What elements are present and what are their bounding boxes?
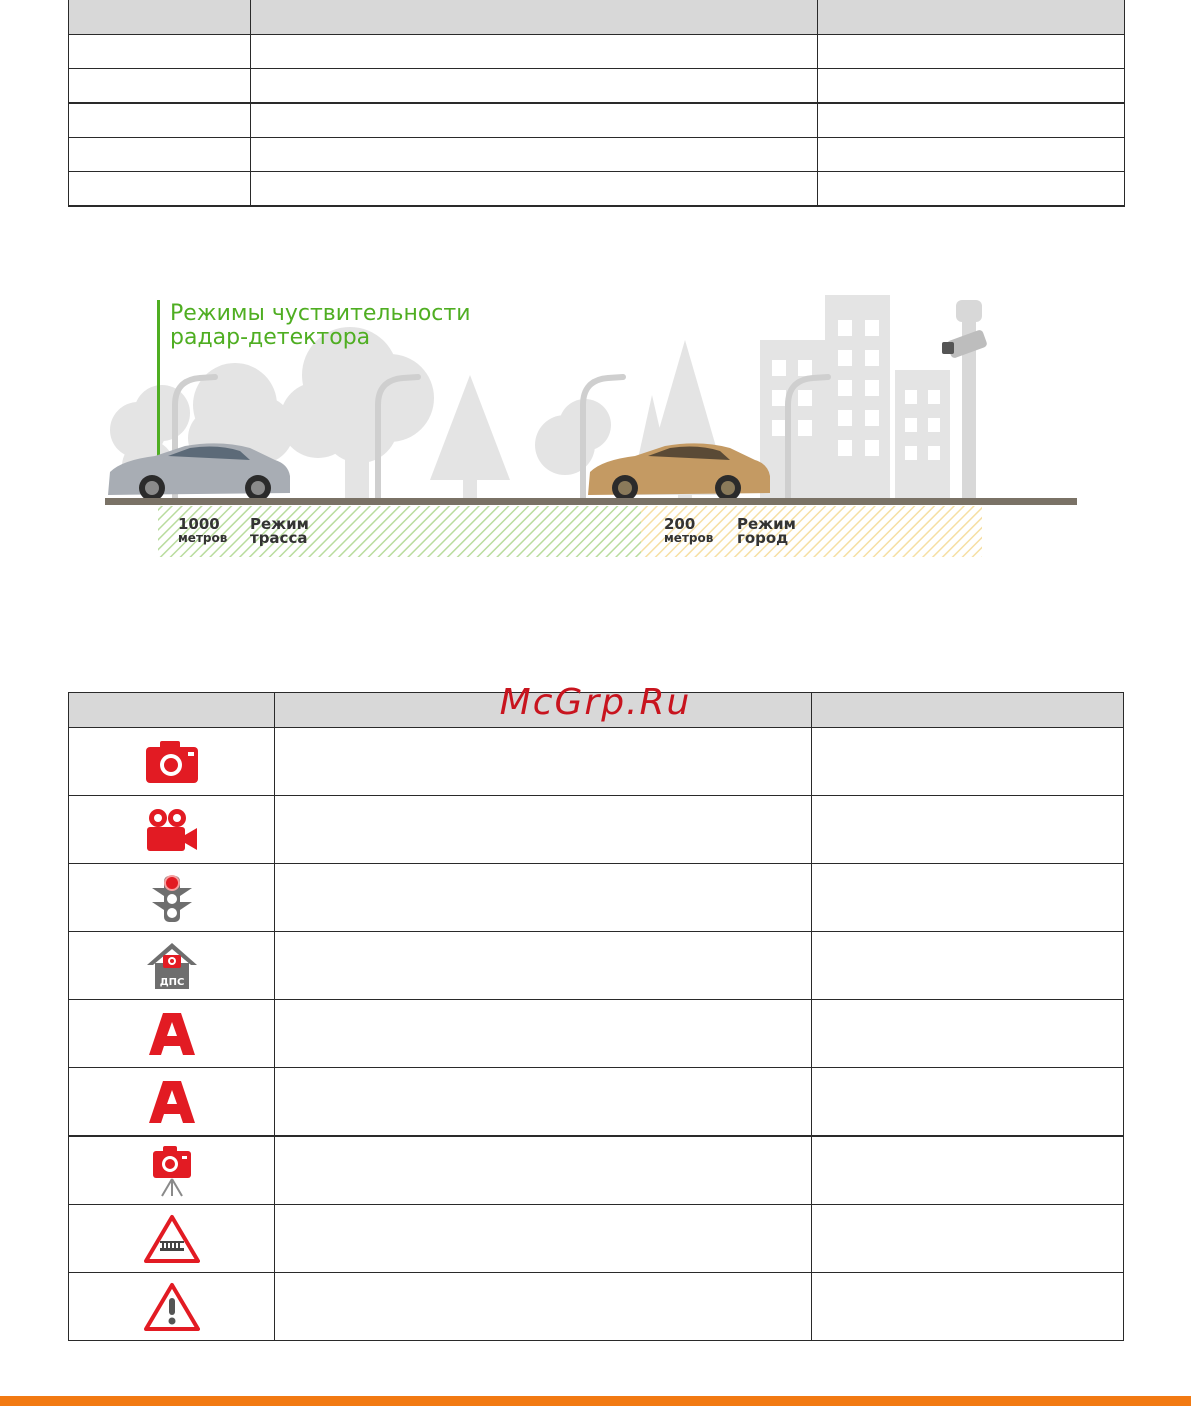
highway-unit: метров — [178, 531, 228, 545]
table-row — [69, 1136, 1124, 1205]
road — [105, 498, 1077, 505]
police-post-label: ДПС — [159, 976, 184, 988]
gold-car — [588, 443, 770, 501]
table-row — [69, 796, 1124, 864]
icon-cell — [69, 1273, 275, 1341]
table-row — [69, 932, 1124, 1000]
tripod-camera-icon — [150, 1144, 194, 1198]
highway-distance: 1000 — [178, 515, 220, 533]
highway-zone — [158, 506, 641, 557]
red-letter-a-icon — [148, 1080, 196, 1124]
table-row — [69, 35, 1125, 69]
table-row — [69, 69, 1125, 104]
table-row — [69, 103, 1125, 138]
highway-mode-word: Режим — [250, 515, 309, 533]
illustration-title-line2: радар-детектора — [170, 325, 371, 350]
table-header-row — [69, 0, 1125, 35]
city-unit: метров — [664, 531, 714, 545]
table-row — [69, 1205, 1124, 1273]
table-row — [69, 1000, 1124, 1068]
illustration-title-line1: Режимы чуствительности — [170, 301, 471, 326]
icon-cell — [69, 1000, 275, 1068]
bottom-accent-bar — [0, 1396, 1191, 1406]
icon-cell — [69, 728, 275, 796]
table-row — [69, 1068, 1124, 1137]
table-row — [69, 138, 1125, 172]
red-letter-a-icon — [148, 1012, 196, 1056]
red-video-camera-icon — [145, 807, 199, 853]
icon-cell — [69, 932, 275, 1000]
watermark: McGrp.Ru — [499, 682, 692, 723]
icon-table — [68, 692, 1124, 1341]
icon-cell — [69, 1136, 275, 1205]
top-table — [68, 0, 1125, 207]
city-mode-word: Режим — [737, 515, 796, 533]
table-row — [69, 1273, 1124, 1341]
icon-cell — [69, 864, 275, 932]
railway-crossing-warning-icon — [144, 1214, 200, 1264]
traffic-light-icon — [149, 872, 195, 924]
table-row — [69, 728, 1124, 796]
traffic-police-post-icon — [145, 941, 199, 991]
table-header-row — [69, 693, 1124, 728]
general-warning-icon — [144, 1282, 200, 1332]
highway-mode-name: трасса — [250, 529, 308, 547]
table-row — [69, 172, 1125, 207]
city-mode-name: город — [737, 529, 789, 547]
red-photo-camera-icon — [144, 739, 200, 785]
table-row — [69, 864, 1124, 932]
city-distance: 200 — [664, 515, 696, 533]
icon-cell — [69, 1205, 275, 1273]
sensitivity-modes-illustration — [100, 280, 1090, 570]
icon-cell — [69, 1068, 275, 1137]
icon-cell — [69, 796, 275, 864]
